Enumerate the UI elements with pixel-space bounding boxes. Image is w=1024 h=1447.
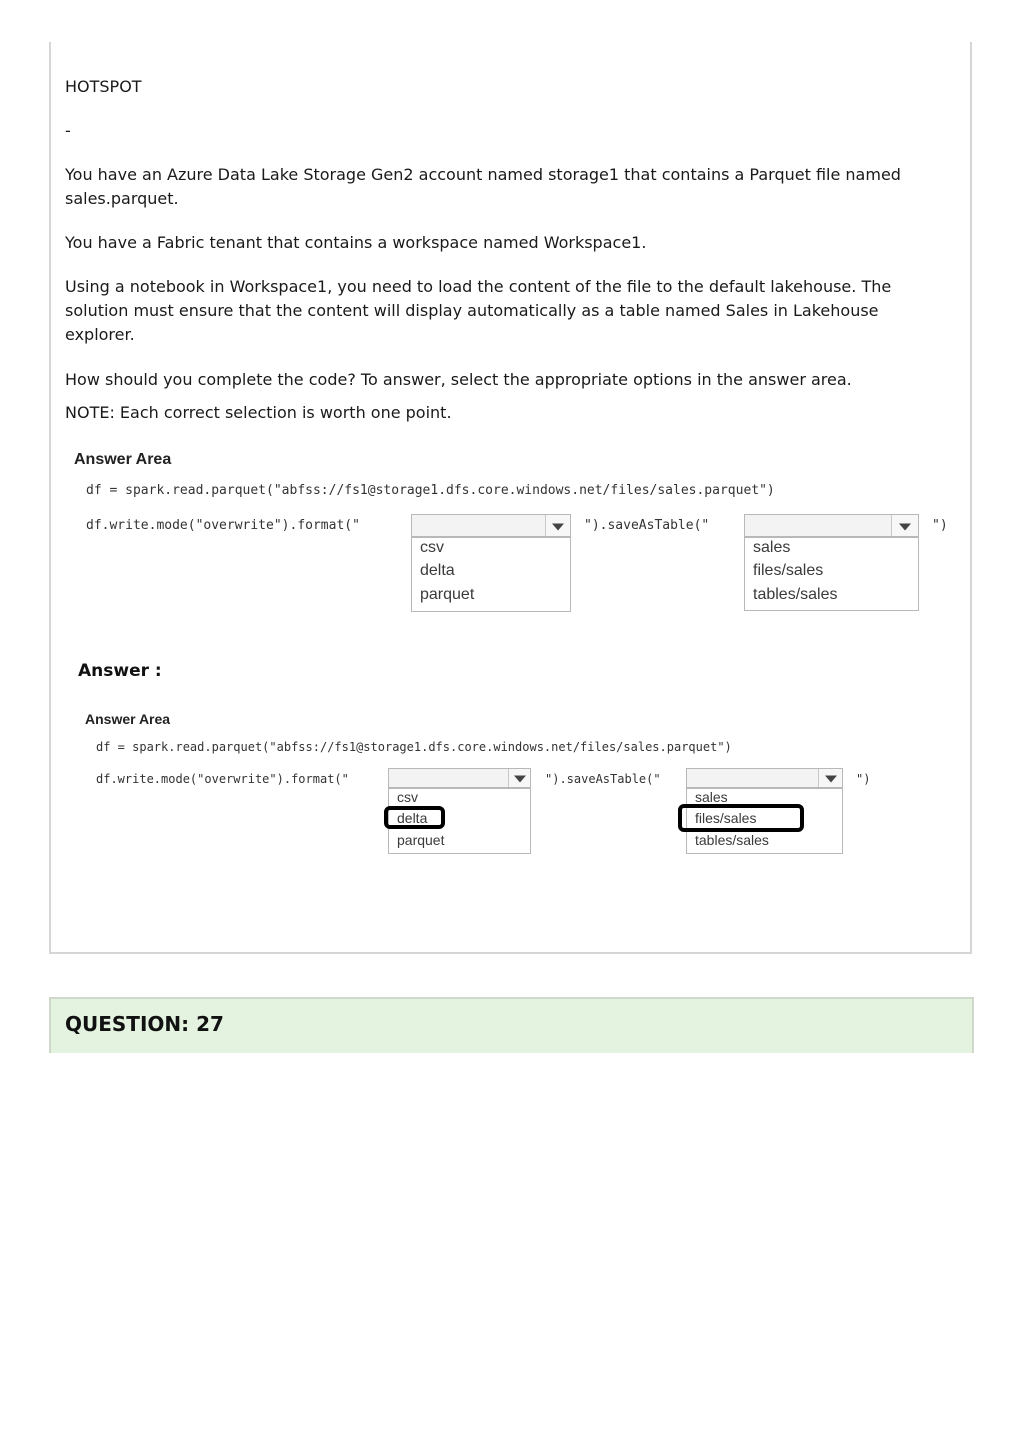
answer-area-title: Answer Area (74, 451, 172, 468)
question-note: NOTE: Each correct selection is worth one point. (65, 403, 452, 422)
table-option-files-sales[interactable]: files/sales (695, 810, 757, 826)
format-option-delta[interactable]: delta (397, 810, 428, 826)
format-option-csv[interactable]: csv (420, 539, 444, 556)
format-dropdown[interactable] (388, 768, 531, 788)
format-option-csv[interactable]: csv (397, 789, 418, 805)
table-dropdown[interactable] (686, 768, 843, 788)
code-line-close: ") (856, 772, 871, 786)
question-paragraph: You have a Fabric tenant that contains a workspace named Workspace1. (65, 233, 647, 252)
question-paragraph: Using a notebook in Workspace1, you need to load the content of the file to the default lakehouse. The solution must ensure that the content will display automatically as a table named Sales in Lakehouse explorer. (65, 277, 892, 344)
table-option-tables-sales[interactable]: tables/sales (753, 586, 838, 603)
table-options-list (744, 537, 919, 611)
table-dropdown[interactable] (744, 514, 919, 537)
code-line-read: df = spark.read.parquet("abfss://fs1@storage1.dfs.core.windows.net/files/sales.parquet") (96, 740, 732, 754)
format-option-parquet[interactable]: parquet (397, 832, 445, 848)
format-option-delta[interactable]: delta (420, 562, 455, 579)
format-options-list (411, 537, 571, 612)
next-question-label: QUESTION: 27 (65, 1012, 224, 1036)
code-line-close: ") (932, 518, 948, 533)
chevron-down-icon[interactable] (818, 769, 842, 787)
question-paragraph: You have an Azure Data Lake Storage Gen2 account named storage1 that contains a Parquet file named sales.parquet. (65, 165, 901, 208)
code-line-read: df = spark.read.parquet("abfss://fs1@storage1.dfs.core.windows.net/files/sales.parquet") (86, 483, 775, 498)
chevron-down-icon[interactable] (545, 515, 570, 536)
question-paragraph: How should you complete the code? To answer, select the appropriate options in the answer area. (65, 370, 852, 389)
format-dropdown[interactable] (411, 514, 571, 537)
separator: - (65, 121, 71, 140)
code-line-save-as-table: ").saveAsTable(" (584, 518, 710, 533)
answer-area-title: Answer Area (85, 711, 171, 727)
code-line-save-as-table: ").saveAsTable(" (545, 772, 661, 786)
question-type: HOTSPOT (65, 77, 142, 96)
selected-format-highlight (384, 806, 445, 829)
code-line-write-start: df.write.mode("overwrite").format(" (86, 518, 360, 533)
chevron-down-icon[interactable] (508, 769, 530, 787)
table-option-tables-sales[interactable]: tables/sales (695, 832, 769, 848)
chevron-down-icon[interactable] (891, 515, 918, 536)
answer-label: Answer : (78, 661, 162, 681)
table-option-sales[interactable]: sales (695, 789, 728, 805)
format-option-parquet[interactable]: parquet (420, 586, 475, 603)
selected-table-highlight (678, 804, 804, 832)
table-option-sales[interactable]: sales (753, 539, 791, 556)
table-option-files-sales[interactable]: files/sales (753, 562, 824, 579)
code-line-write-start: df.write.mode("overwrite").format(" (96, 772, 349, 786)
